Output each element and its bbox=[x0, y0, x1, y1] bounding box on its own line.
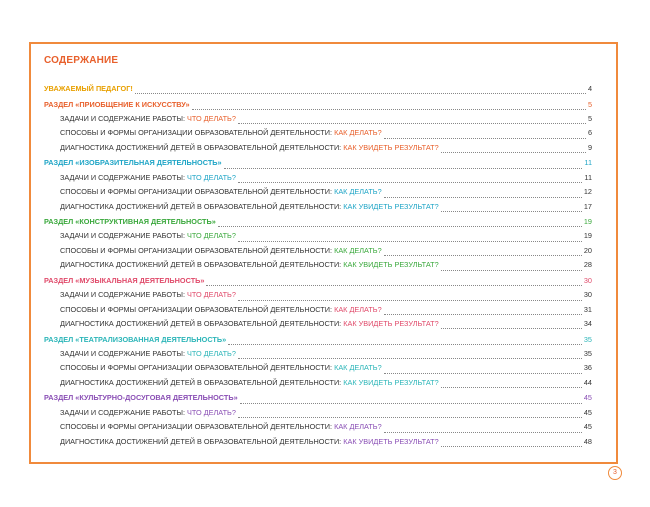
toc-item-label: СПОСОБЫ И ФОРМЫ ОРГАНИЗАЦИИ ОБРАЗОВАТЕЛЬНОЙ ДЕЯТЕЛЬНОСТИ: КАК ДЕЛАТЬ? bbox=[60, 187, 382, 197]
leader-dots bbox=[238, 181, 583, 183]
toc-item-accent: КАК УВИДЕТЬ РЕЗУЛЬТАТ? bbox=[343, 436, 439, 446]
leader-dots bbox=[218, 225, 582, 227]
leader-dots bbox=[441, 327, 582, 329]
toc-item-accent: КАК ДЕЛАТЬ? bbox=[334, 304, 382, 314]
leader-dots bbox=[206, 284, 581, 286]
leader-dots bbox=[238, 299, 582, 301]
toc-item[interactable] bbox=[44, 187, 592, 201]
leader-dots bbox=[238, 416, 582, 418]
toc-item[interactable] bbox=[44, 363, 592, 377]
toc-item-accent: ЧТО ДЕЛАТЬ? bbox=[187, 407, 236, 417]
toc-item[interactable] bbox=[44, 378, 592, 392]
toc-item-accent: КАК ДЕЛАТЬ? bbox=[334, 363, 382, 373]
toc-item-accent: КАК УВИДЕТЬ РЕЗУЛЬТАТ? bbox=[343, 260, 439, 270]
page-ref: 45 bbox=[583, 393, 592, 403]
toc-item-accent: КАК ДЕЛАТЬ? bbox=[334, 128, 382, 138]
toc-section-heading[interactable] bbox=[44, 276, 592, 290]
leader-dots bbox=[384, 431, 582, 433]
toc-item-accent: ЧТО ДЕЛАТЬ? bbox=[187, 290, 236, 300]
toc-item[interactable] bbox=[44, 290, 592, 304]
toc-item-label: ЗАДАЧИ И СОДЕРЖАНИЕ РАБОТЫ: ЧТО ДЕЛАТЬ? bbox=[60, 172, 236, 182]
toc-item[interactable] bbox=[44, 202, 592, 216]
page-ref: 5 bbox=[587, 99, 592, 109]
toc-section-heading[interactable] bbox=[44, 100, 592, 114]
toc-item[interactable] bbox=[44, 246, 592, 260]
page-ref: 5 bbox=[587, 113, 592, 123]
toc-item-label: ЗАДАЧИ И СОДЕРЖАНИЕ РАБОТЫ: ЧТО ДЕЛАТЬ? bbox=[60, 407, 236, 417]
toc-item-accent: ЧТО ДЕЛАТЬ? bbox=[187, 348, 236, 358]
toc-item-label: СПОСОБЫ И ФОРМЫ ОРГАНИЗАЦИИ ОБРАЗОВАТЕЛЬНОЙ ДЕЯТЕЛЬНОСТИ: КАК ДЕЛАТЬ? bbox=[60, 128, 382, 138]
section-heading-label: РАЗДЕЛ «КУЛЬТУРНО-ДОСУГОВАЯ ДЕЯТЕЛЬНОСТЬ» bbox=[44, 393, 238, 403]
page-ref: 6 bbox=[587, 128, 592, 138]
section-heading-label: РАЗДЕЛ «ИЗОБРАЗИТЕЛЬНАЯ ДЕЯТЕЛЬНОСТЬ» bbox=[44, 158, 222, 168]
page-ref: 11 bbox=[584, 158, 592, 168]
toc-section-heading[interactable] bbox=[44, 393, 592, 407]
toc-item-accent: КАК УВИДЕТЬ РЕЗУЛЬТАТ? bbox=[343, 142, 439, 152]
toc-item[interactable] bbox=[44, 349, 592, 363]
page-ref: 9 bbox=[587, 142, 592, 152]
toc-item[interactable] bbox=[44, 114, 592, 128]
toc-item[interactable] bbox=[44, 437, 592, 451]
toc-item-accent: КАК ДЕЛАТЬ? bbox=[334, 187, 382, 197]
page-ref: 28 bbox=[583, 260, 592, 270]
toc-item-accent: ЧТО ДЕЛАТЬ? bbox=[187, 113, 236, 123]
leader-dots bbox=[441, 210, 582, 212]
leader-dots bbox=[135, 92, 586, 94]
leader-dots bbox=[224, 167, 583, 169]
page-ref: 30 bbox=[583, 275, 592, 285]
page-ref: 35 bbox=[583, 348, 592, 358]
toc-item-label: СПОСОБЫ И ФОРМЫ ОРГАНИЗАЦИИ ОБРАЗОВАТЕЛЬНОЙ ДЕЯТЕЛЬНОСТИ: КАК ДЕЛАТЬ? bbox=[60, 245, 382, 255]
leader-dots bbox=[384, 313, 582, 315]
leader-dots bbox=[441, 151, 586, 153]
page-ref: 45 bbox=[583, 422, 592, 432]
leader-dots bbox=[238, 357, 582, 359]
toc-section-heading[interactable] bbox=[44, 158, 592, 172]
toc-item-accent: КАК УВИДЕТЬ РЕЗУЛЬТАТ? bbox=[343, 201, 439, 211]
page-ref: 36 bbox=[583, 363, 592, 373]
section-heading-label: РАЗДЕЛ «ТЕАТРАЛИЗОВАННАЯ ДЕЯТЕЛЬНОСТЬ» bbox=[44, 334, 227, 344]
section-heading-label: РАЗДЕЛ «КОНСТРУКТИВНАЯ ДЕЯТЕЛЬНОСТЬ» bbox=[44, 217, 216, 227]
toc-intro-label: УВАЖАЕМЫЙ ПЕДАГОГ! bbox=[44, 84, 133, 93]
toc-item-accent: КАК УВИДЕТЬ РЕЗУЛЬТАТ? bbox=[343, 319, 439, 328]
page-ref: 12 bbox=[583, 187, 592, 197]
toc-item-accent: КАК ДЕЛАТЬ? bbox=[334, 245, 382, 255]
toc-item-label: СПОСОБЫ И ФОРМЫ ОРГАНИЗАЦИИ ОБРАЗОВАТЕЛЬНОЙ ДЕЯТЕЛЬНОСТИ: КАК ДЕЛАТЬ? bbox=[60, 304, 382, 314]
page-ref: 17 bbox=[583, 201, 592, 211]
toc-item[interactable] bbox=[44, 305, 592, 319]
toc-item-label: ДИАГНОСТИКА ДОСТИЖЕНИЙ ДЕТЕЙ В ОБРАЗОВАТЕЛЬНОЙ ДЕЯТЕЛЬНОСТИ: КАК УВИДЕТЬ РЕЗУЛЬТАТ? bbox=[60, 260, 439, 270]
toc-item-label: ЗАДАЧИ И СОДЕРЖАНИЕ РАБОТЫ: ЧТО ДЕЛАТЬ? bbox=[60, 231, 236, 241]
page-ref: 44 bbox=[583, 377, 592, 387]
toc-item[interactable] bbox=[44, 422, 592, 436]
toc-title: СОДЕРЖАНИЕ bbox=[44, 55, 119, 66]
toc-item-label: ДИАГНОСТИКА ДОСТИЖЕНИЙ ДЕТЕЙ В ОБРАЗОВАТЕЛЬНОЙ ДЕЯТЕЛЬНОСТИ: КАК УВИДЕТЬ РЕЗУЛЬТАТ? bbox=[60, 201, 439, 211]
toc-item[interactable] bbox=[44, 173, 592, 187]
toc-item-label: ЗАДАЧИ И СОДЕРЖАНИЕ РАБОТЫ: ЧТО ДЕЛАТЬ? bbox=[60, 113, 236, 123]
page-ref: 31 bbox=[583, 304, 592, 314]
toc-item-label: ДИАГНОСТИКА ДОСТИЖЕНИЙ ДЕТЕЙ В ОБРАЗОВАТЕЛЬНОЙ ДЕЯТЕЛЬНОСТИ: КАК УВИДЕТЬ РЕЗУЛЬТАТ? bbox=[60, 377, 439, 387]
leader-dots bbox=[384, 372, 582, 374]
leader-dots bbox=[441, 269, 582, 271]
page-ref: 11 bbox=[584, 172, 592, 182]
toc-item-label: ДИАГНОСТИКА ДОСТИЖЕНИЙ ДЕТЕЙ В ОБРАЗОВАТЕЛЬНОЙ ДЕЯТЕЛЬНОСТИ: КАК УВИДЕТЬ РЕЗУЛЬТАТ? bbox=[60, 436, 439, 446]
page-ref: 19 bbox=[583, 217, 592, 227]
toc-item-label: ЗАДАЧИ И СОДЕРЖАНИЕ РАБОТЫ: ЧТО ДЕЛАТЬ? bbox=[60, 348, 236, 358]
toc-item[interactable] bbox=[44, 128, 592, 142]
toc-item-label: ДИАГНОСТИКА ДОСТИЖЕНИЙ ДЕТЕЙ В ОБРАЗОВАТЕЛЬНОЙ ДЕЯТЕЛЬНОСТИ: КАК УВИДЕТЬ РЕЗУЛЬТАТ? bbox=[60, 142, 439, 152]
toc-item-label: ДИАГНОСТИКА ДОСТИЖЕНИЙ ДЕТЕЙ В ОБРАЗОВАТЕЛЬНОЙ ДЕЯТЕЛЬНОСТИ: КАК УВИДЕТЬ РЕЗУЛЬТАТ? bbox=[60, 319, 439, 328]
leader-dots bbox=[384, 137, 586, 139]
toc-item[interactable] bbox=[44, 260, 592, 274]
section-heading-label: РАЗДЕЛ «МУЗЫКАЛЬНАЯ ДЕЯТЕЛЬНОСТЬ» bbox=[44, 275, 205, 285]
toc-item[interactable] bbox=[44, 231, 592, 245]
leader-dots bbox=[441, 386, 582, 388]
table-of-contents bbox=[44, 84, 592, 451]
toc-item-label: СПОСОБЫ И ФОРМЫ ОРГАНИЗАЦИИ ОБРАЗОВАТЕЛЬНОЙ ДЕЯТЕЛЬНОСТИ: КАК ДЕЛАТЬ? bbox=[60, 363, 382, 373]
toc-item[interactable] bbox=[44, 143, 592, 157]
page-ref: 20 bbox=[583, 245, 592, 255]
page-ref: 34 bbox=[583, 319, 592, 328]
toc-item-label: СПОСОБЫ И ФОРМЫ ОРГАНИЗАЦИИ ОБРАЗОВАТЕЛЬНОЙ ДЕЯТЕЛЬНОСТИ: КАК ДЕЛАТЬ? bbox=[60, 422, 382, 432]
page-number-badge: 3 bbox=[608, 466, 622, 480]
toc-section-heading[interactable] bbox=[44, 335, 592, 349]
toc-section-heading[interactable] bbox=[44, 217, 592, 231]
leader-dots bbox=[240, 402, 582, 404]
leader-dots bbox=[238, 240, 582, 242]
leader-dots bbox=[384, 254, 582, 256]
toc-item-accent: ЧТО ДЕЛАТЬ? bbox=[187, 172, 236, 182]
toc-item-label: ЗАДАЧИ И СОДЕРЖАНИЕ РАБОТЫ: ЧТО ДЕЛАТЬ? bbox=[60, 290, 236, 300]
leader-dots bbox=[228, 343, 582, 345]
section-heading-label: РАЗДЕЛ «ПРИОБЩЕНИЕ К ИСКУССТВУ» bbox=[44, 99, 190, 109]
toc-item-accent: ЧТО ДЕЛАТЬ? bbox=[187, 231, 236, 241]
page-ref: 45 bbox=[583, 407, 592, 417]
page-ref: 48 bbox=[583, 436, 592, 446]
leader-dots bbox=[441, 445, 582, 447]
page-ref: 19 bbox=[583, 231, 592, 241]
toc-item[interactable] bbox=[44, 319, 592, 333]
toc-item-accent: КАК УВИДЕТЬ РЕЗУЛЬТАТ? bbox=[343, 377, 439, 387]
toc-item-accent: КАК ДЕЛАТЬ? bbox=[334, 422, 382, 432]
leader-dots bbox=[238, 122, 586, 124]
toc-intro[interactable] bbox=[44, 84, 592, 98]
toc-item[interactable] bbox=[44, 408, 592, 422]
leader-dots bbox=[192, 108, 586, 110]
page-ref: 30 bbox=[583, 290, 592, 300]
page-ref: 4 bbox=[587, 84, 592, 93]
page-ref: 35 bbox=[583, 334, 592, 344]
leader-dots bbox=[384, 196, 582, 198]
